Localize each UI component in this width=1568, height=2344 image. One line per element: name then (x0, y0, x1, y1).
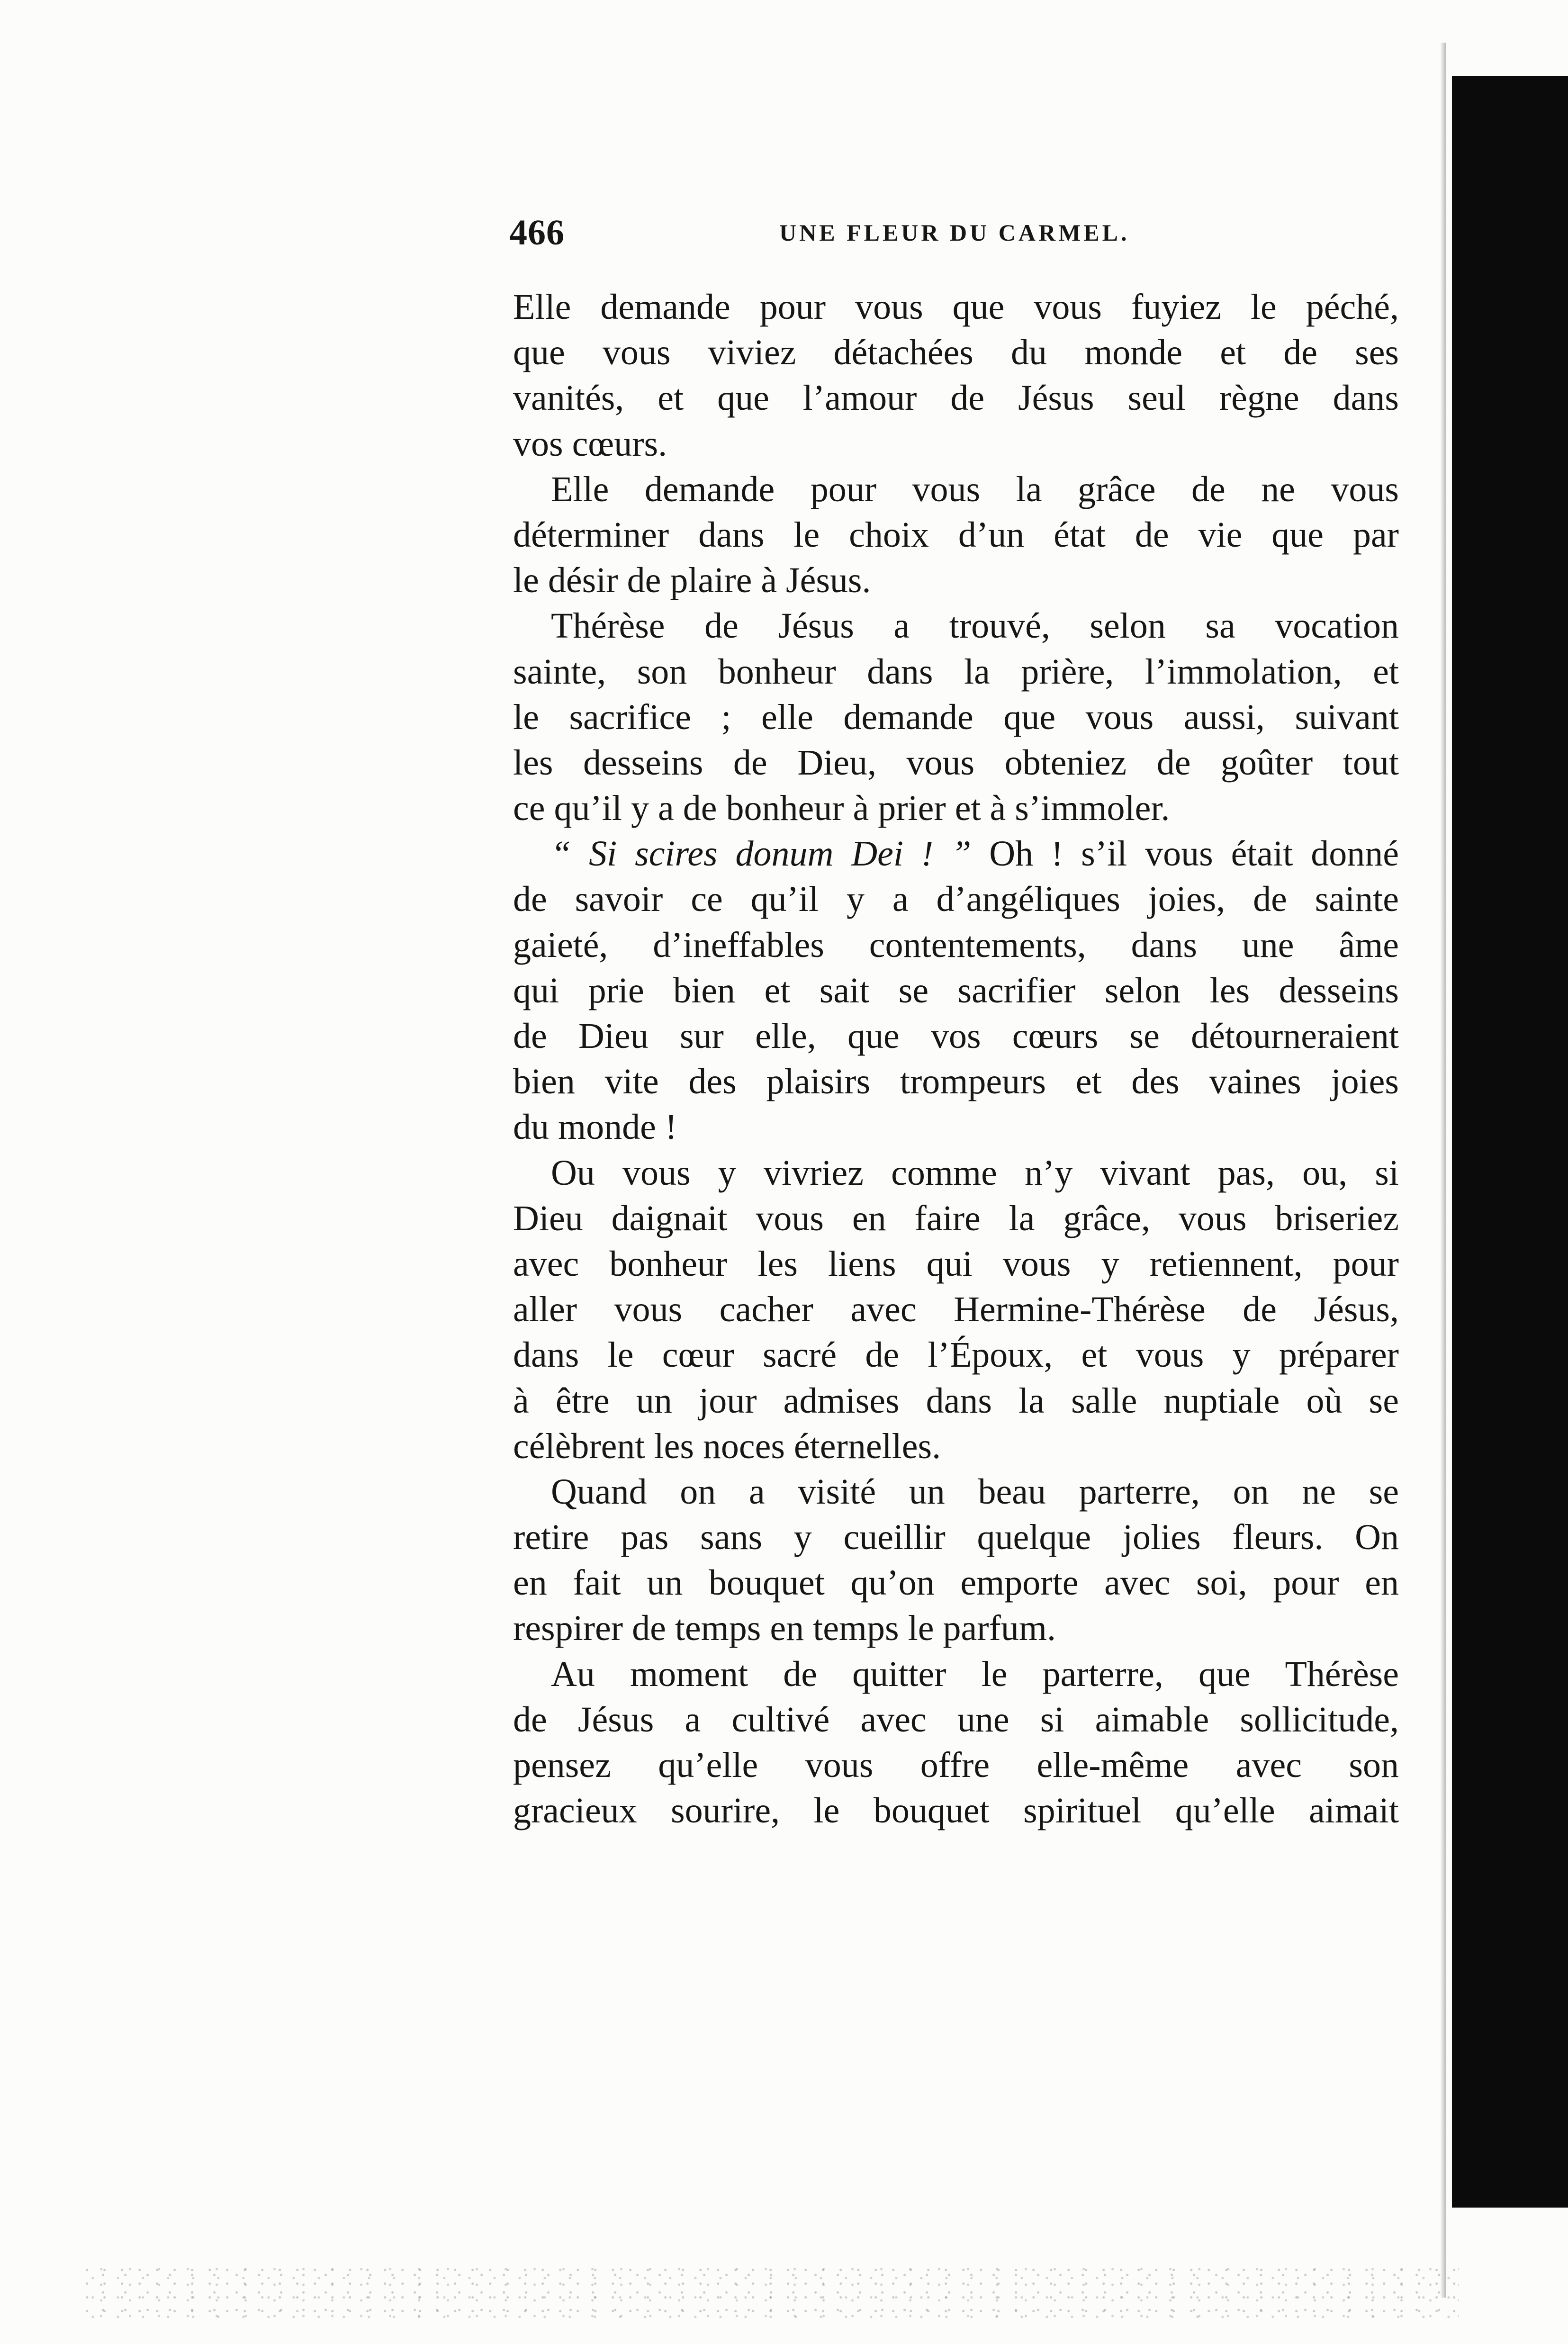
page-header (509, 212, 1409, 255)
text-line: le désir de plaire à Jésus. (513, 560, 871, 601)
text-line: Au moment de quitter le parterre, que Thérèse (551, 1654, 1399, 1694)
text-line: de Jésus a cultivé avec une si aimable sollicitude, (513, 1699, 1399, 1740)
text-line: déterminer dans le choix d’un état de vie que par (513, 514, 1399, 555)
text-line: qui prie bien et sait se sacrifier selon les desseins (513, 970, 1399, 1010)
text-line: du monde ! (513, 1107, 677, 1147)
text-line-with-quote (513, 831, 1399, 876)
text-line: avec bonheur les liens qui vous y retiennent, pour (513, 1244, 1399, 1284)
text-line: ce qu’il y a de bonheur à prier et à s’immoler. (513, 788, 1170, 829)
body-text (513, 284, 1399, 1833)
text-line: Elle demande pour vous que vous fuyiez le péché, (513, 287, 1399, 327)
text-line: dans le cœur sacré de l’Époux, et vous y préparer (513, 1335, 1399, 1375)
text-line: Thérèse de Jésus a trouvé, selon sa vocation (551, 606, 1399, 646)
text-line: à être un jour admises dans la salle nuptiale où se (513, 1380, 1399, 1421)
text-line: respirer de temps en temps le parfum. (513, 1608, 1056, 1649)
text-line: pensez qu’elle vous offre elle-même avec son (513, 1745, 1399, 1785)
text-line: les desseins de Dieu, vous obteniez de goûter tout (513, 742, 1399, 783)
text-line: gracieux sourire, le bouquet spirituel qu’elle aimait (513, 1791, 1399, 1831)
text-line: gaieté, d’ineffables contentements, dans une âme (513, 925, 1399, 965)
text-line: aller vous cacher avec Hermine-Thérèse de Jésus, (513, 1289, 1399, 1330)
text-line: Dieu daignait vous en faire la grâce, vous briseriez (513, 1198, 1399, 1238)
text-line: sainte, son bonheur dans la prière, l’immolation, et (513, 651, 1399, 692)
text-line: Elle demande pour vous la grâce de ne vous (551, 469, 1399, 509)
text-line: célèbrent les noces éternelles. (513, 1426, 941, 1466)
text-line: Ou vous y vivriez comme n’y vivant pas, ou, si (551, 1153, 1399, 1193)
latin-quote: “ Si scires donum Dei ! ” (551, 834, 972, 874)
binding-shadow (1440, 43, 1446, 2298)
text-line: le sacrifice ; elle demande que vous aussi, suivant (513, 697, 1399, 737)
binding-strip (1452, 76, 1568, 2208)
text-line: bien vite des plaisirs trompeurs et des vaines joies (513, 1062, 1399, 1102)
text-line: de savoir ce qu’il y a d’angéliques joies, de sainte (513, 879, 1399, 920)
text-line: retire pas sans y cueillir quelque jolies fleurs. On (513, 1517, 1399, 1558)
running-title: UNE FLEUR DU CARMEL. (779, 219, 1130, 246)
text-line: vanités, et que l’amour de Jésus seul règne dans (513, 378, 1399, 418)
scan-noise (85, 2264, 1459, 2321)
text-line: Quand on a visité un beau parterre, on ne se (551, 1471, 1399, 1512)
page-number: 466 (509, 213, 565, 252)
text-line: que vous viviez détachées du monde et de ses (513, 333, 1399, 373)
text-line: en fait un bouquet qu’on emporte avec soi, pour en (513, 1563, 1399, 1603)
text-line: vos cœurs. (513, 424, 667, 464)
text-line-rest: Oh ! s’il vous était donné (989, 834, 1399, 874)
text-line: de Dieu sur elle, que vos cœurs se détourneraient (513, 1016, 1399, 1056)
